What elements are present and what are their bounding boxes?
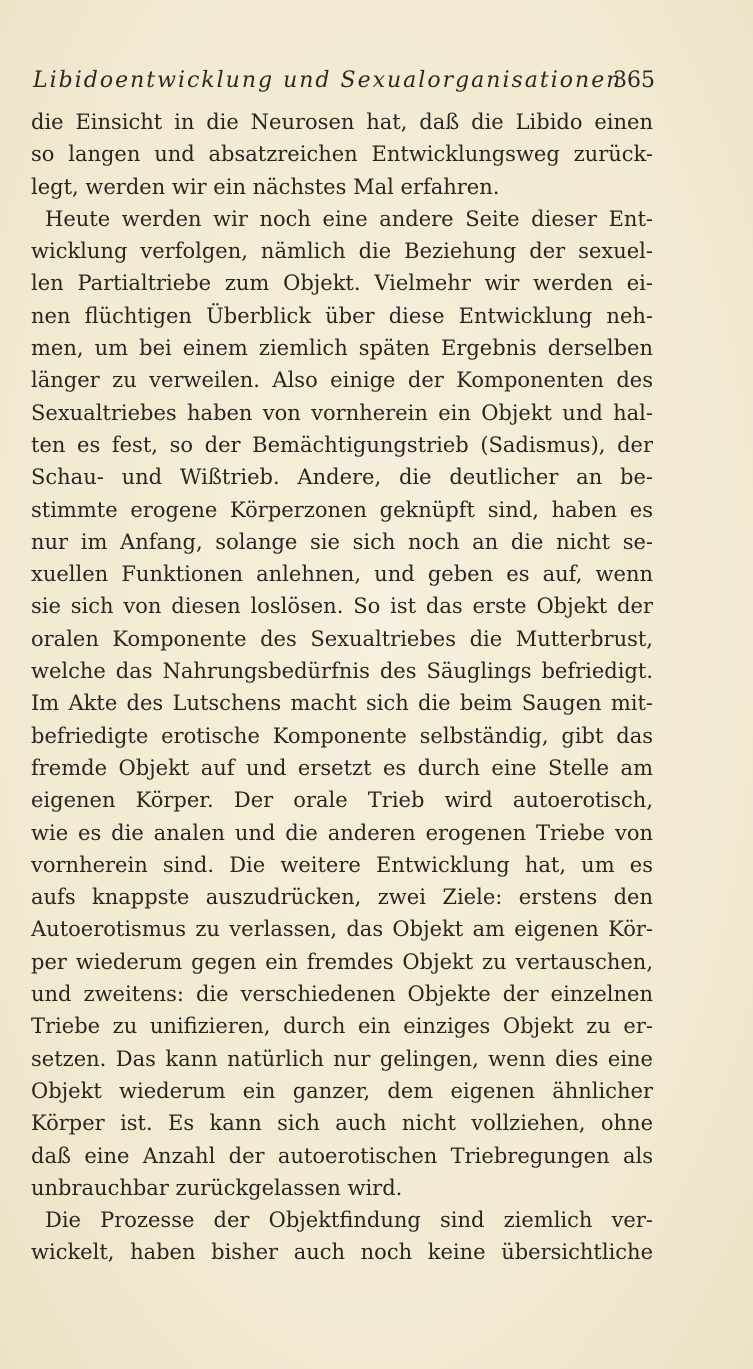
text-line: Sexualtriebes haben von vornherein ein Objekt und hal- xyxy=(31,400,653,425)
running-title: Libidoentwicklung und Sexualorganisationen xyxy=(33,68,623,93)
text-line: Triebe zu unifizieren, durch ein einziges Objekt zu er- xyxy=(31,1014,653,1039)
text-line: nur im Anfang, solange sie sich noch an die nicht se- xyxy=(31,529,653,554)
text-line: Im Akte des Lutschens macht sich die beim Saugen mit- xyxy=(31,691,653,716)
text-line: per wiederum gegen ein fremdes Objekt zu vertauschen, xyxy=(31,949,653,974)
text-line: xuellen Funktionen anlehnen, und geben es auf, wenn xyxy=(31,562,653,587)
text-line: len Partialtriebe zum Objekt. Vielmehr wir werden ei- xyxy=(31,271,653,296)
text-line: Körper ist. Es kann sich auch nicht vollziehen, ohne xyxy=(31,1111,653,1136)
text-line: setzen. Das kann natürlich nur gelingen, wenn dies eine xyxy=(31,1046,653,1071)
text-line: die Einsicht in die Neurosen hat, daß die Libido einen xyxy=(31,110,653,134)
text-line: so langen und absatzreichen Entwicklungsweg zurück- xyxy=(31,142,653,167)
text-line: befriedigte erotische Komponente selbständig, gibt das xyxy=(31,723,653,748)
text-line: Schau- und Wißtrieb. Andere, die deutlicher an be- xyxy=(31,465,653,490)
text-line: welche das Nahrungsbedürfnis des Säuglings befriedigt. xyxy=(31,659,653,684)
text-line: Die Prozesse der Objektfindung sind ziemlich ver- xyxy=(45,1208,653,1233)
text-line: men, um bei einem ziemlich späten Ergebnis derselben xyxy=(31,336,653,361)
text-line: Heute werden wir noch eine andere Seite dieser Ent- xyxy=(45,206,653,231)
text-line: nen flüchtigen Überblick über diese Entwicklung neh- xyxy=(31,303,653,328)
page-header xyxy=(33,62,655,102)
text-line: unbrauchbar zurückgelassen wird. xyxy=(31,1175,403,1200)
page-number: 365 xyxy=(613,68,655,93)
text-line: sie sich von diesen loslösen. So ist das erste Objekt der xyxy=(31,594,653,619)
text-line: ten es fest, so der Bemächtigungstrieb (Sadismus), der xyxy=(31,432,653,457)
text-line: wie es die analen und die anderen erogenen Triebe von xyxy=(31,820,653,845)
text-line: Autoerotismus zu verlassen, das Objekt am eigenen Kör- xyxy=(31,917,653,942)
text-line: Objekt wiederum ein ganzer, dem eigenen ähnlicher xyxy=(31,1078,653,1103)
text-line: wicklung verfolgen, nämlich die Beziehung der sexuel- xyxy=(31,239,653,264)
text-line: eigenen Körper. Der orale Trieb wird autoerotisch, xyxy=(31,788,653,813)
text-line: vornherein sind. Die weitere Entwicklung hat, um es xyxy=(31,852,653,877)
text-line: stimmte erogene Körperzonen geknüpft sind, haben es xyxy=(31,497,653,522)
text-line: daß eine Anzahl der autoerotischen Triebregungen als xyxy=(31,1143,653,1168)
body-text xyxy=(31,106,653,1269)
text-line: länger zu verweilen. Also einige der Komponenten des xyxy=(31,368,653,393)
text-line: oralen Komponente des Sexualtriebes die Mutterbrust, xyxy=(31,626,653,651)
text-line: fremde Objekt auf und ersetzt es durch eine Stelle am xyxy=(31,755,653,780)
text-line: wickelt, haben bisher auch noch keine übersichtliche xyxy=(31,1240,653,1265)
text-line: aufs knappste auszudrücken, zwei Ziele: erstens den xyxy=(31,885,653,910)
text-line: legt, werden wir ein nächstes Mal erfahren. xyxy=(31,174,500,199)
text-line: und zweitens: die verschiedenen Objekte der einzelnen xyxy=(31,982,653,1007)
